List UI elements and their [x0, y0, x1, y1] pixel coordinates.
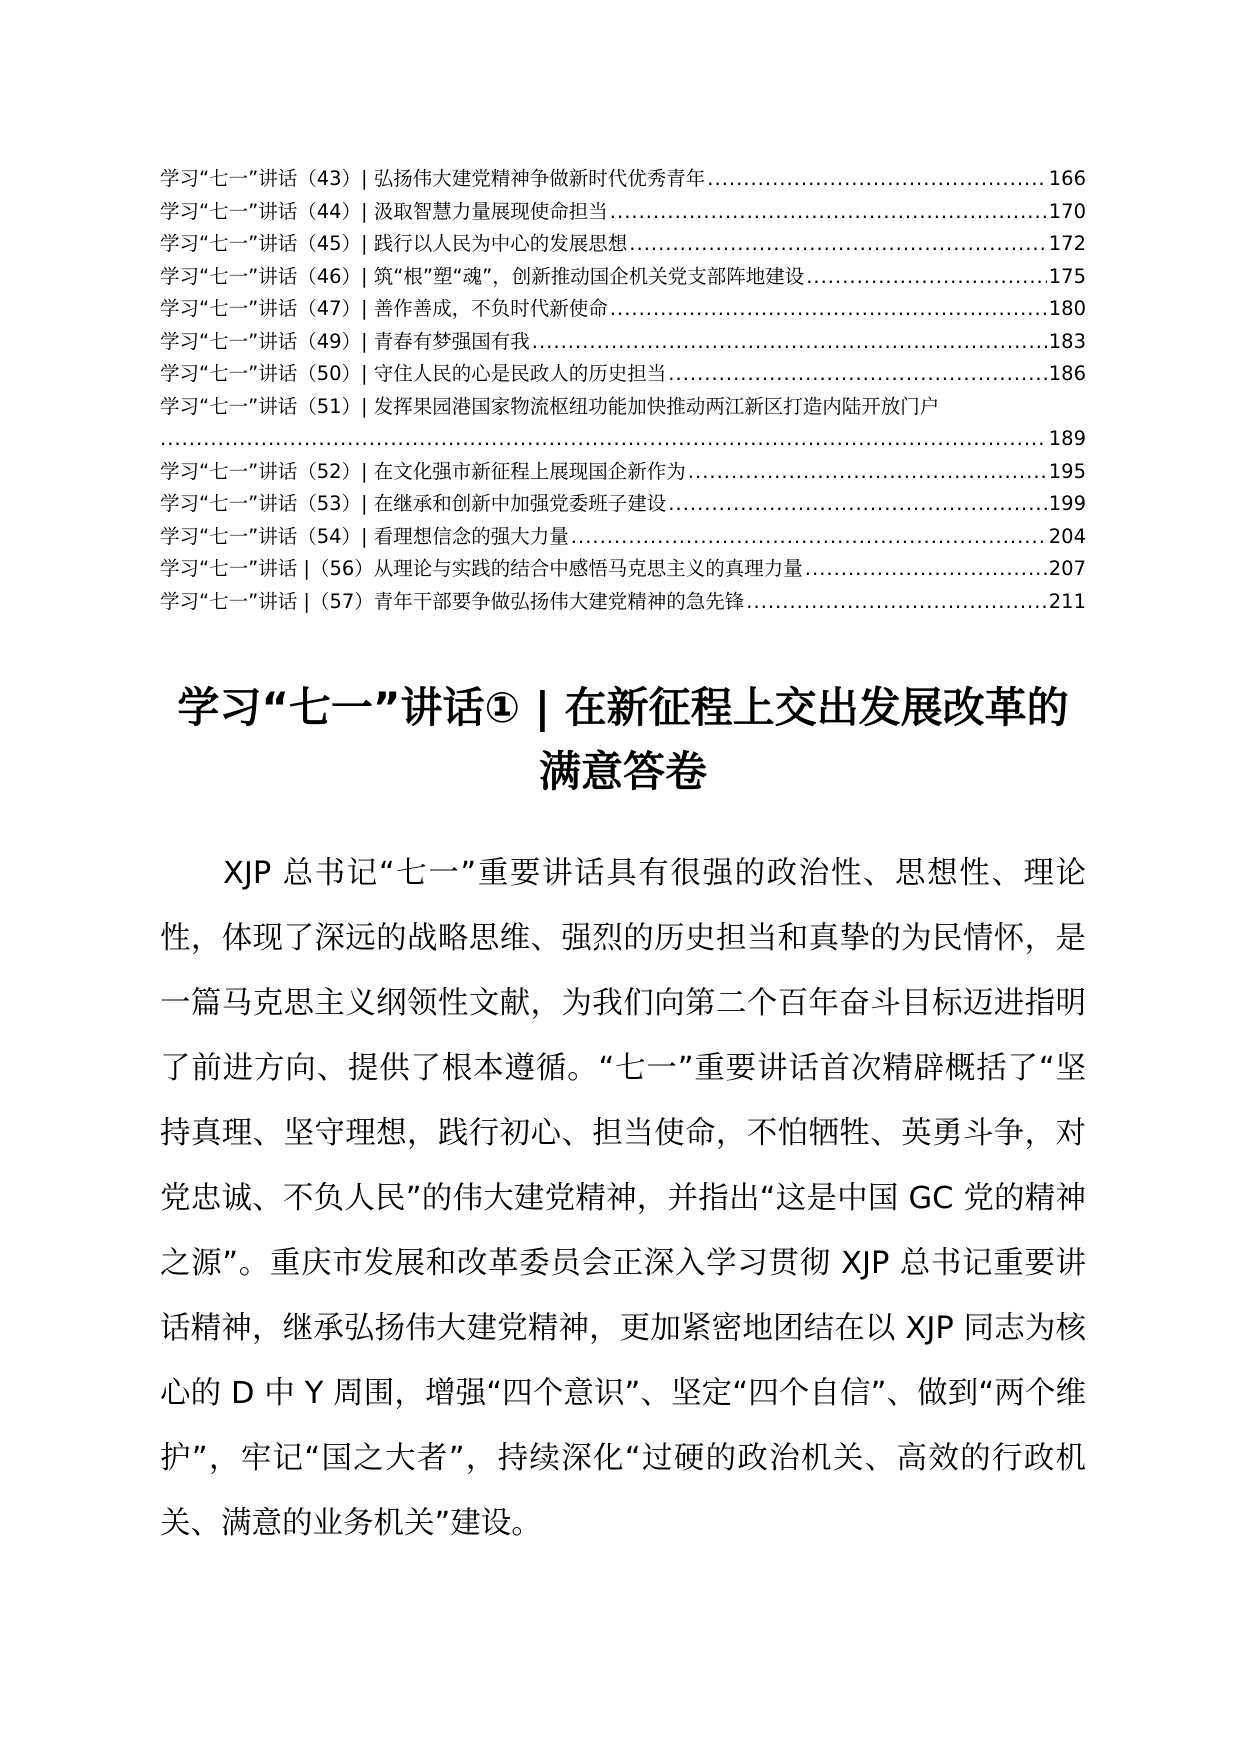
- toc-entry[interactable]: [160, 521, 1086, 554]
- toc-entry-page: 199: [1048, 492, 1086, 515]
- toc-entry-title: 学习“七一”讲话（51）| 发挥果园港国家物流枢纽功能加快推动两江新区打造内陆开放门户: [160, 394, 940, 418]
- toc-leader-dots: [610, 293, 1047, 326]
- toc-entry-page: 189: [1048, 427, 1086, 450]
- toc-entry-title: 学习“七一”讲话（49）| 青春有梦强国有我: [160, 329, 530, 353]
- toc-leader-dots: [805, 553, 1047, 586]
- toc-entry-page: 180: [1048, 297, 1086, 320]
- toc-entry-page: 183: [1048, 329, 1086, 353]
- toc-leader-dots: [571, 521, 1047, 554]
- toc-entry-page: 204: [1048, 524, 1086, 548]
- toc-entry-page: 166: [1048, 167, 1086, 190]
- toc-entry[interactable]: [160, 261, 1086, 294]
- toc-entry-title: 学习“七一”讲话 |（57）青年干部要争做弘扬伟大建党精神的急先锋: [160, 589, 745, 613]
- toc-leader-dots: [532, 326, 1047, 359]
- toc-leader-dots: [707, 163, 1046, 196]
- toc-leader-dots: [806, 261, 1047, 294]
- toc-entry-page: 186: [1048, 362, 1086, 385]
- toc-entry-continuation: [160, 423, 1086, 456]
- toc-leader-dots: [688, 456, 1047, 489]
- toc-entry-title: 学习“七一”讲话（53）| 在继承和创新中加强党委班子建设: [160, 492, 667, 515]
- toc-entry-page: 195: [1048, 459, 1086, 483]
- toc-entry-title: 学习“七一”讲话（46）| 筑“根”塑“魂”，创新推动国企机关党支部阵地建设: [160, 264, 805, 288]
- toc-entry-title: 学习“七一”讲话（45）| 践行以人民为中心的发展思想: [160, 232, 628, 255]
- article-title: 学习“七一”讲话① | 在新征程上交出发展改革的满意答卷: [177, 683, 1069, 797]
- toc-entry-title: 学习“七一”讲话 |（56）从理论与实践的结合中感悟马克思主义的真理力量: [160, 557, 803, 580]
- toc-leader-dots: [668, 488, 1046, 521]
- toc-entry-page: 170: [1048, 199, 1086, 223]
- toc-entry[interactable]: [160, 488, 1086, 521]
- toc-entry-title: 学习“七一”讲话（47）| 善作善成，不负时代新使命: [160, 297, 608, 320]
- toc-entry-page: 211: [1048, 589, 1086, 613]
- toc-leader-dots: [629, 228, 1046, 261]
- toc-entry-title: 学习“七一”讲话（52）| 在文化强市新征程上展现国企新作为: [160, 459, 686, 483]
- toc-leader-dots: [746, 586, 1046, 619]
- table-of-contents: [160, 163, 1086, 618]
- toc-entry[interactable]: [160, 326, 1086, 359]
- toc-entry[interactable]: [160, 586, 1086, 619]
- article-paragraph: XJP 总书记“七一”重要讲话具有很强的政治性、思想性、理论性，体现了深远的战略思维、强烈的历史担当和真挚的为民情怀，是一篇马克思主义纲领性文献，为我们向第二个百年奋斗目标迈进指明了前进方向、提供了根本遵循。“七一”重要讲话首次精辟概括了“坚持真理、坚守理想，践行初心、担当使命，不怕牺牲、英勇斗争，对党忠诚、不负人民”的伟大建党精神，并指出“这是中国 GC 党的精神之源”。重庆市发展和改革委员会正深入学习贯彻 XJP 总书记重要讲话精神，继承弘扬伟大建党精神，更加紧密地团结在以 XJP 同志为核心的 D 中 Y 周围，增强“四个意识”、坚定“四个自信”、做到“两个维护”，牢记“国之大者”，持续深化“过硬的政治机关、高效的行政机关、满意的业务机关”建设。: [160, 855, 1086, 1541]
- toc-entry[interactable]: [160, 196, 1086, 229]
- toc-entry[interactable]: [160, 358, 1086, 391]
- toc-leader-dots: [160, 423, 1047, 456]
- toc-entry[interactable]: [160, 228, 1086, 261]
- toc-leader-dots: [668, 358, 1046, 391]
- toc-entry[interactable]: [160, 456, 1086, 489]
- toc-entry-title: 学习“七一”讲话（50）| 守住人民的心是民政人的历史担当: [160, 362, 667, 385]
- toc-entry[interactable]: [160, 163, 1086, 196]
- toc-entry-page: 172: [1048, 232, 1086, 255]
- toc-entry-title: 学习“七一”讲话（44）| 汲取智慧力量展现使命担当: [160, 199, 608, 223]
- toc-entry[interactable]: [160, 391, 1086, 456]
- toc-entry[interactable]: [160, 553, 1086, 586]
- toc-entry-page: 175: [1048, 264, 1086, 288]
- toc-entry-title: 学习“七一”讲话（43）| 弘扬伟大建党精神争做新时代优秀青年: [160, 167, 706, 190]
- toc-entry-page: 207: [1048, 557, 1086, 580]
- toc-entry-title: 学习“七一”讲话（54）| 看理想信念的强大力量: [160, 524, 569, 548]
- toc-leader-dots: [610, 196, 1047, 229]
- toc-entry[interactable]: [160, 293, 1086, 326]
